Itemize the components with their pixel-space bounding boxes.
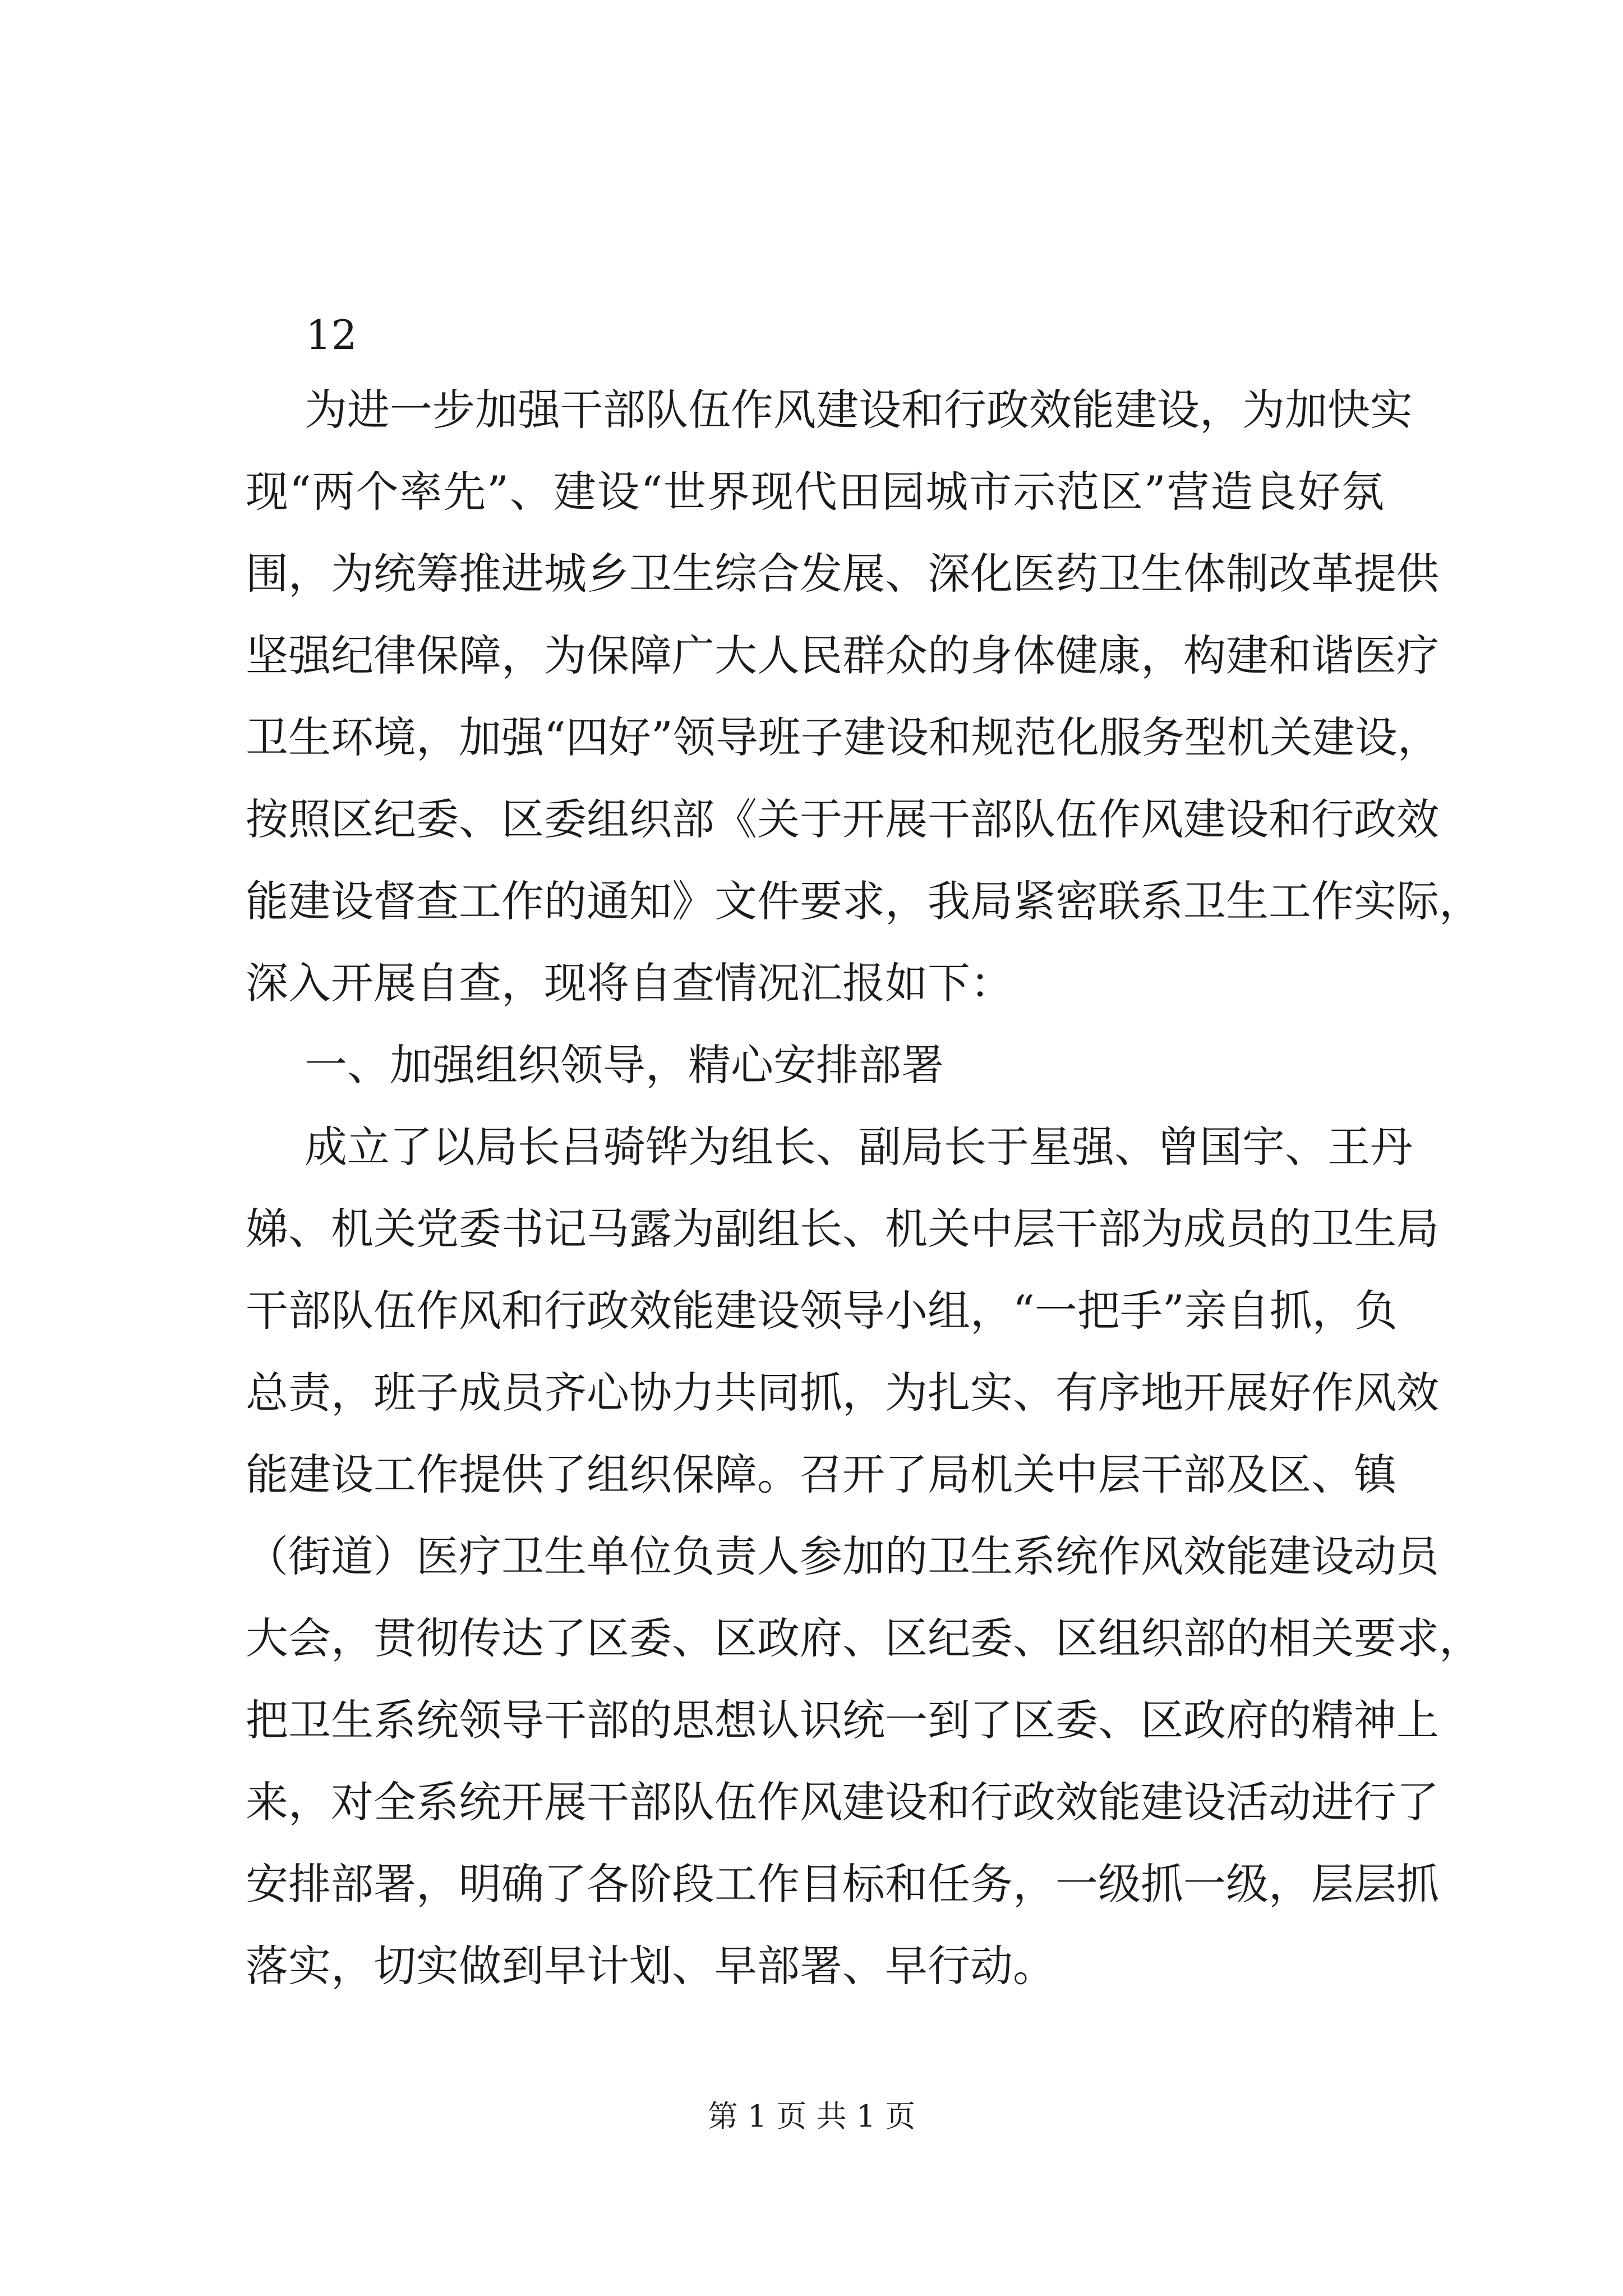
paragraph-line: 大会，贯彻传达了区委、区政府、区纪委、区组织部的相关要求， — [246, 1613, 1482, 1663]
paragraph-line: 能建设工作提供了组织保障。召开了局机关中层干部及区、镇 — [246, 1450, 1396, 1499]
paragraph-line: （街道）医疗卫生单位负责人参加的卫生系统作风效能建设动员 — [246, 1531, 1439, 1581]
paragraph-line: 把卫生系统领导干部的思想认识统一到了区委、区政府的精神上 — [246, 1695, 1439, 1745]
paragraph-line: 来，对全系统开展干部队伍作风建设和行政效能建设活动进行了 — [246, 1777, 1439, 1827]
paragraph-line: 干部队伍作风和行政效能建设领导小组，“一把手”亲自抓，负 — [246, 1286, 1398, 1336]
paragraph-line: 现“两个率先”、建设“世界现代田园城市示范区”营造良好氛 — [246, 467, 1384, 517]
paragraph-line: 娣、机关党委书记马露为副组长、机关中层干部为成员的卫生局 — [246, 1204, 1439, 1254]
paragraph-line: 总责，班子成员齐心协力共同抓，为扎实、有序地开展好作风效 — [246, 1368, 1439, 1418]
page-label: 12 — [306, 311, 357, 358]
paragraph-line: 深入开展自查，现将自查情况汇报如下： — [246, 958, 1013, 1008]
paragraph-line: 坚强纪律保障，为保障广大人民群众的身体健康，构建和谐医疗 — [246, 631, 1439, 680]
page-footer: 第 1 页 共 1 页 — [707, 2099, 916, 2134]
paragraph-line: 卫生环境，加强“四好”领导班子建设和规范化服务型机关建设， — [246, 712, 1440, 762]
paragraph-line: 落实，切实做到早计划、早部署、早行动。 — [246, 1941, 1055, 1991]
paragraph-line: 安排部署，明确了各阶段工作目标和任务，一级抓一级，层层抓 — [246, 1859, 1439, 1909]
section-heading: 一、加强组织领导，精心安排部署 — [305, 1040, 944, 1090]
paragraph-line: 成立了以局长吕骑铧为组长、副局长于星强、曾国宇、王丹 — [305, 1122, 1413, 1172]
paragraph-line: 围，为统筹推进城乡卫生综合发展、深化医药卫生体制改革提供 — [246, 549, 1439, 599]
paragraph-line: 按照区纪委、区委组织部《关于开展干部队伍作风建设和行政效 — [246, 794, 1439, 844]
paragraph-line: 为进一步加强干部队伍作风建设和行政效能建设，为加快实 — [305, 385, 1413, 435]
paragraph-line: 能建设督查工作的通知》文件要求，我局紧密联系卫生工作实际， — [246, 876, 1482, 926]
